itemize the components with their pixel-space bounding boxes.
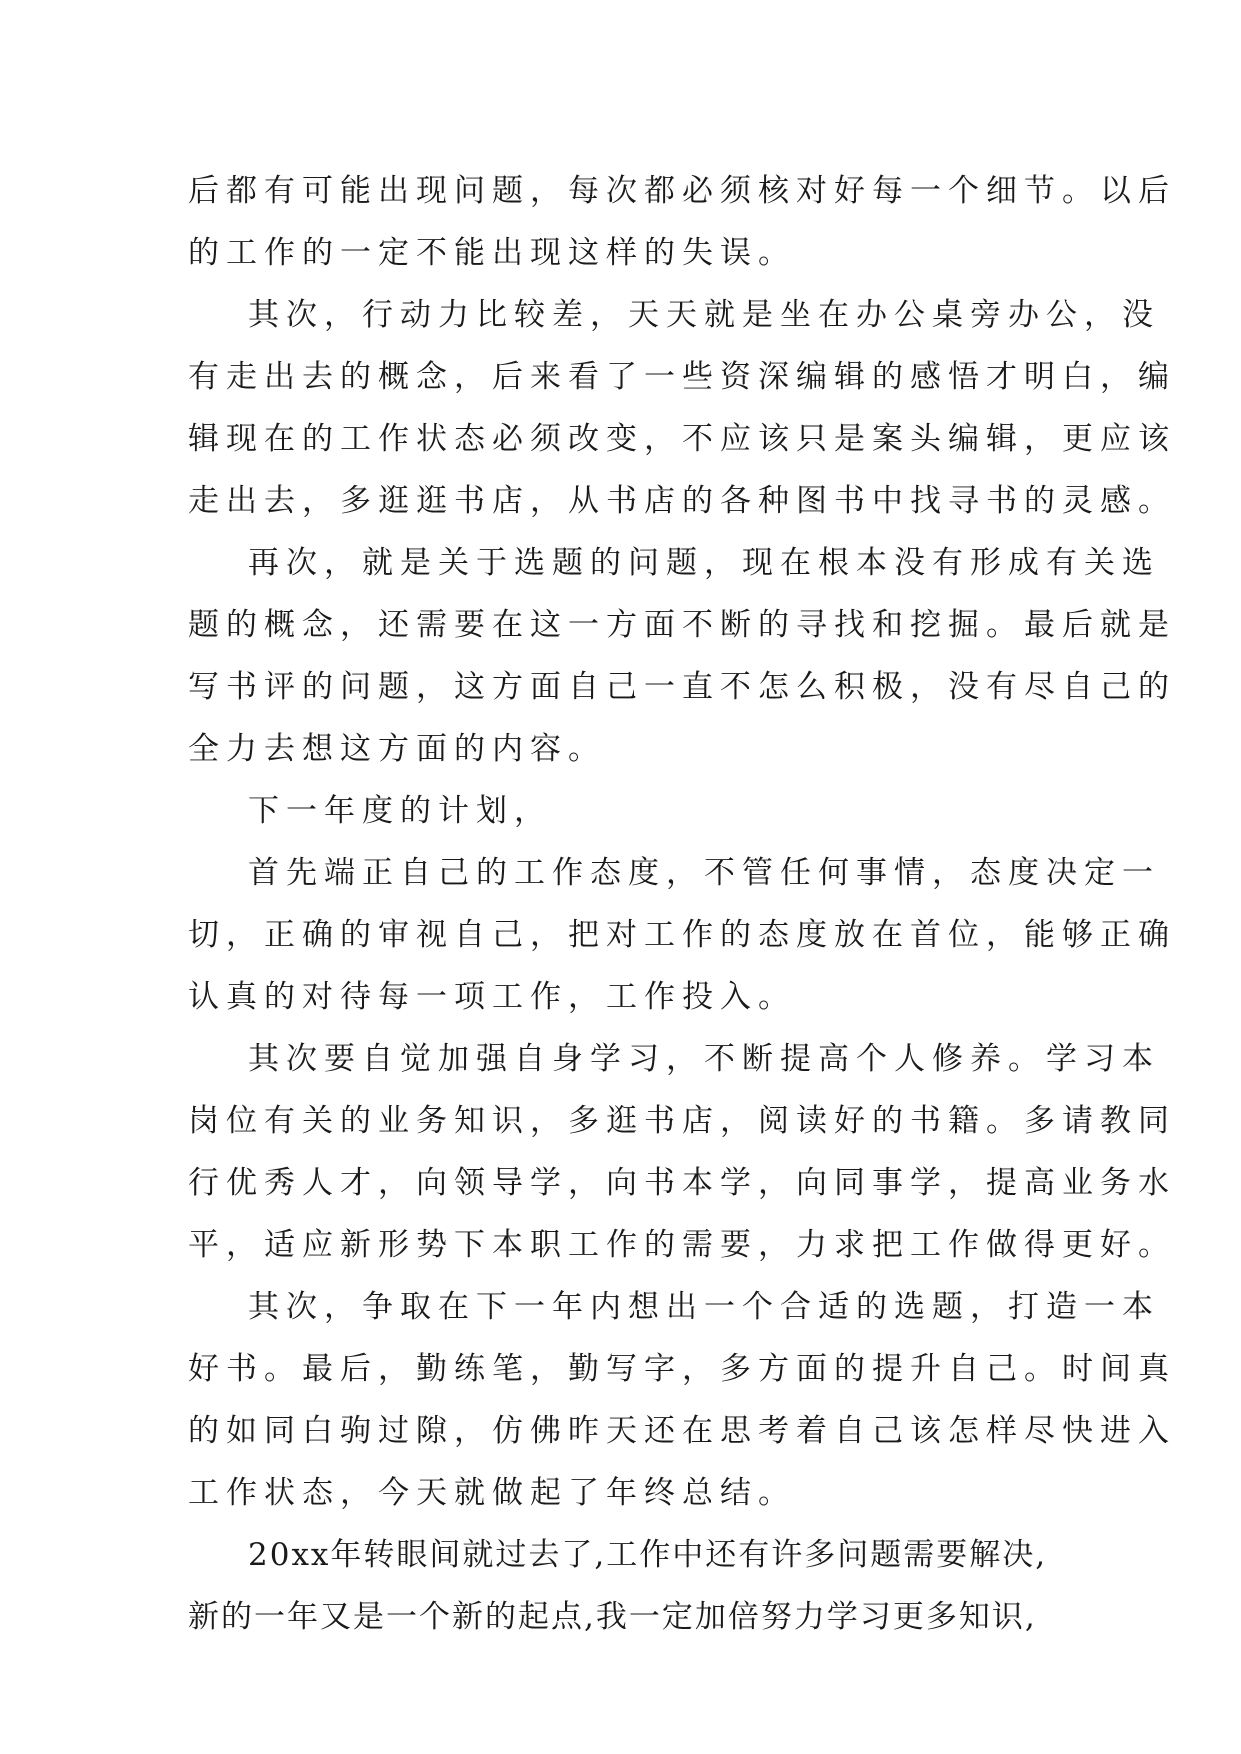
text-line: 20xx年转眼间就过去了,工作中还有许多问题需要解决, (248, 1537, 1048, 1573)
text-line: 工作状态，今天就做起了年终总结。 (188, 1475, 796, 1511)
text-line: 岗位有关的业务知识，多逛书店，阅读好的书籍。多请教同 (188, 1103, 1176, 1139)
text-line: 的如同白驹过隙，仿佛昨天还在思考着自己该怎样尽快进入 (188, 1413, 1176, 1449)
text-line: 后都有可能出现问题，每次都必须核对好每一个细节。以后 (188, 173, 1176, 209)
text-line: 行优秀人才，向领导学，向书本学，向同事学，提高业务水 (188, 1165, 1176, 1201)
text-line: 其次，行动力比较差，天天就是坐在办公桌旁办公，没 (248, 297, 1160, 333)
paragraph-7 (188, 1276, 1176, 1524)
text-line: 全力去想这方面的内容。 (188, 731, 606, 767)
paragraph-5 (188, 842, 1176, 1028)
text-line: 其次要自觉加强自身学习，不断提高个人修养。学习本 (248, 1041, 1160, 1077)
text-line: 新的一年又是一个新的起点,我一定加倍努力学习更多知识, (188, 1599, 1037, 1635)
text-line: 认真的对待每一项工作，工作投入。 (188, 979, 796, 1015)
paragraph-4 (188, 780, 1068, 842)
paragraph-8 (188, 1524, 1068, 1648)
text-line: 其次，争取在下一年内想出一个合适的选题，打造一本 (248, 1289, 1160, 1325)
text-line: 写书评的问题，这方面自己一直不怎么积极，没有尽自己的 (188, 669, 1176, 705)
text-line: 好书。最后，勤练笔，勤写字，多方面的提升自己。时间真 (188, 1351, 1176, 1387)
text-line: 切，正确的审视自己，把对工作的态度放在首位，能够正确 (188, 917, 1176, 953)
text-line: 平，适应新形势下本职工作的需要，力求把工作做得更好。 (188, 1227, 1176, 1263)
text-line: 辑现在的工作状态必须改变，不应该只是案头编辑，更应该 (188, 421, 1176, 457)
text-line: 首先端正自己的工作态度，不管任何事情，态度决定一 (248, 855, 1160, 891)
paragraph-2 (188, 284, 1176, 532)
text-line: 有走出去的概念，后来看了一些资深编辑的感悟才明白，编 (188, 359, 1176, 395)
paragraph-3 (188, 532, 1176, 780)
text-line: 再次，就是关于选题的问题，现在根本没有形成有关选 (248, 545, 1160, 581)
paragraph-6 (188, 1028, 1176, 1276)
paragraph-1 (188, 160, 1176, 284)
text-line: 的工作的一定不能出现这样的失误。 (188, 235, 796, 271)
document-body (188, 160, 1176, 1648)
text-line: 题的概念，还需要在这一方面不断的寻找和挖掘。最后就是 (188, 607, 1176, 643)
text-line: 下一年度的计划， (248, 793, 552, 829)
text-line: 走出去，多逛逛书店，从书店的各种图书中找寻书的灵感。 (188, 483, 1176, 519)
